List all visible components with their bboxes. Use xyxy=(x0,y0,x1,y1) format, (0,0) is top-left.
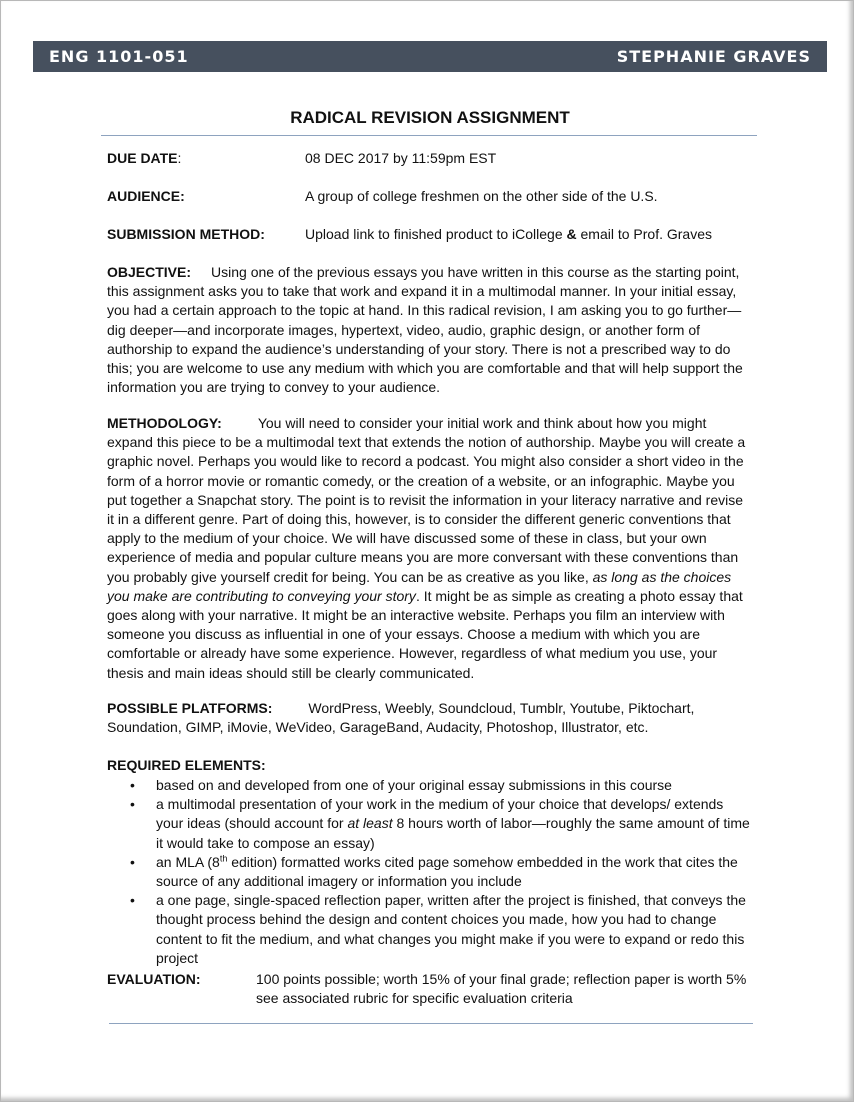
bullet: • xyxy=(130,892,135,909)
submission-value xyxy=(305,225,712,244)
platforms-paragraph xyxy=(107,699,753,737)
required-label: REQUIRED ELEMENTS: xyxy=(107,757,266,773)
submission-row xyxy=(107,225,713,244)
methodology-text-italic: as long as the choices you make are contributing to conveying your story xyxy=(107,568,732,604)
audience-row xyxy=(107,187,658,206)
title-divider xyxy=(101,135,757,136)
methodology-paragraph xyxy=(107,414,753,683)
page-title: RADICAL REVISION ASSIGNMENT xyxy=(290,108,570,127)
platforms-label: POSSIBLE PLATFORMS: xyxy=(107,700,273,716)
course-code: ENG 1101-051 xyxy=(49,47,189,66)
submission-label: SUBMISSION METHOD: xyxy=(107,226,265,242)
evaluation-row xyxy=(107,970,747,1006)
submission-text-a: Upload link to finished product to iCollege xyxy=(305,226,567,242)
submission-text-b: email to Prof. Graves xyxy=(576,226,713,242)
due-date-colon: : xyxy=(177,150,182,166)
footer-divider xyxy=(109,1023,753,1024)
evaluation-line-2: see associated rubric for specific evaluation criteria xyxy=(256,990,573,1006)
required-heading xyxy=(107,756,753,775)
audience-value: A group of college freshmen on the other side of the U.S. xyxy=(305,188,658,204)
bullet: • xyxy=(130,796,135,813)
due-date-row xyxy=(107,149,497,168)
objective-paragraph xyxy=(107,263,753,397)
list-item xyxy=(130,853,754,891)
due-date-value: 08 DEC 2017 by 11:59pm EST xyxy=(305,150,497,166)
evaluation-label: EVALUATION: xyxy=(107,971,201,987)
required-item-3a: an MLA (8 xyxy=(156,853,220,870)
audience-label: AUDIENCE: xyxy=(107,188,185,204)
instructor-name: STEPHANIE GRAVES xyxy=(616,47,811,66)
required-item-1: based on and developed from one of your original essay submissions in this course xyxy=(156,777,672,793)
required-item-3b: edition) formatted works cited page somehow embedded in the work that cites the source of any additional imagery or information you include xyxy=(156,853,738,890)
required-item-2-italic: at least xyxy=(347,815,393,832)
required-item-4: a one page, single-spaced reflection paper, written after the project is finished, that conveys the thought process behind the design and content choices you made, how you had to change content to fit the medium, and what changes you might make if you were to expand or redo this project xyxy=(156,892,746,966)
platforms-text: WordPress, Weebly, Soundcloud, Tumblr, Youtube, Piktochart, Soundation, GIMP, iMovie, WeVideo, GarageBand, Audacity, Photoshop, Illustrator, etc. xyxy=(107,700,695,736)
methodology-text-a: You will need to consider your initial work and think about how you might expand this piece to be a multimodal text that extends the notion of authorship. Maybe you will create a graphic novel. Perhaps you would like to record a podcast. You might also consider a short video in the form of a horror movie or romantic comedy, or the creation of a website, or an infographic. Maybe you put together a Snapchat story. The point is to revisit the information in your literacy narrative and revise it in a different genre. Part of doing this, however, is to consider the different generic conventions that apply to the medium of your choice. We will have discussed some of these in class, but your own experience of media and popular culture means you are more conversant with these conventions than you probably give yourself credit for being. You can be as creative as you like, xyxy=(107,415,746,585)
objective-label: OBJECTIVE: xyxy=(107,264,192,280)
evaluation-line-1: 100 points possible; worth 15% of your final grade; reflection paper is worth 5% xyxy=(256,971,747,987)
required-item-2a: a multimodal presentation of your work in the medium of your choice that develops/ extends your ideas (should account for xyxy=(156,796,724,832)
required-list xyxy=(130,776,754,968)
list-item xyxy=(130,776,754,795)
objective-text: Using one of the previous essays you have written in this course as the starting point, this assignment asks you to take that work and expand it in a multimodal manner. In your initial essay, you had a certain approach to the topic at hand. In this radical revision, I am asking you to go further—dig deeper—and incorporate images, hypertext, video, audio, graphic design, or another form of authorship to expand the audience’s understanding of your story. There is not a prescribed way to do this; you are welcome to use any medium with which you are comfortable and that will help support the information you are trying to convey to your audience. xyxy=(107,264,743,396)
list-item xyxy=(130,891,754,968)
methodology-label: METHODOLOGY: xyxy=(107,415,222,431)
list-item xyxy=(130,795,754,853)
header-bar xyxy=(33,41,827,72)
due-date-label: DUE DATE xyxy=(107,150,178,166)
bullet: • xyxy=(130,777,135,793)
methodology-text-b: . It might be as simple as creating a photo essay that goes along with your narrative. It might be an interactive website. Perhaps you film an interview with someone you discuss as influential in one of your essays. Choose a medium with which you are comfortable or already have some experience. However, regardless of what medium you use, your thesis and main ideas should still be clearly communicated. xyxy=(107,587,743,681)
submission-amp: & xyxy=(566,226,577,242)
required-item-3-sup: th xyxy=(219,853,228,864)
bullet: • xyxy=(130,853,135,870)
required-item-2b: 8 hours worth of labor—roughly the same amount of time it would take to compose an essay) xyxy=(156,815,750,851)
